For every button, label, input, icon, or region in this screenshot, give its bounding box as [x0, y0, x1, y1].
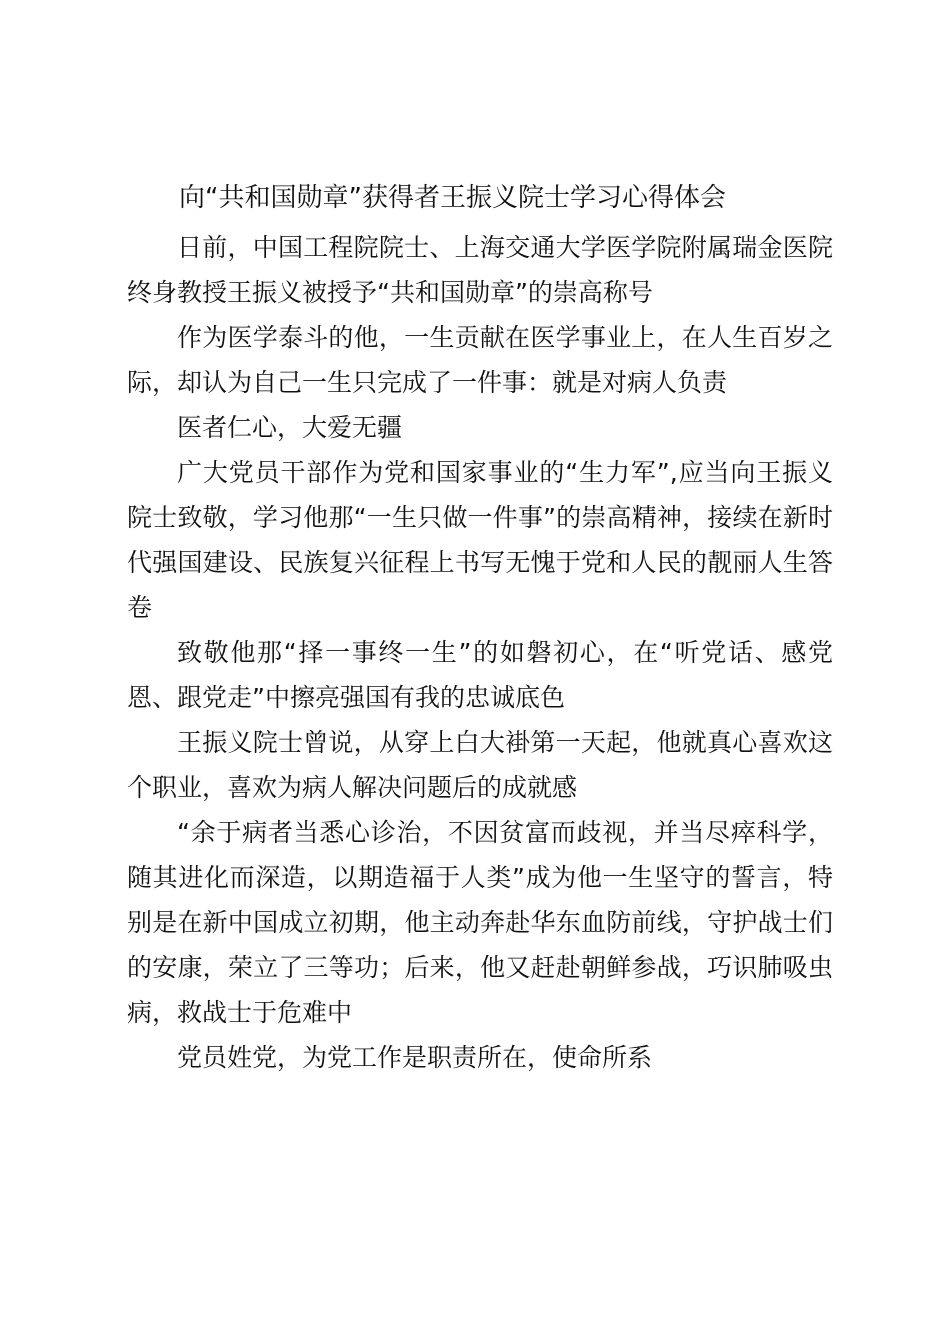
document-page: [127, 171, 833, 1080]
paragraph: 作为医学泰斗的他，一生贡献在医学事业上，在人生百岁之际，却认为自己一生只完成了一件事：就是对病人负责: [127, 323, 833, 397]
paragraph: 日前，中国工程院院士、上海交通大学医学院附属瑞金医院终身教授王振义被授予“共和国勋章”的崇高称号: [127, 233, 833, 307]
paragraph: 王振义院士曾说，从穿上白大褂第一天起，他就真心喜欢这个职业，喜欢为病人解决问题后的成就感: [127, 728, 833, 802]
paragraph: “余于病者当悉心诊治，不因贫富而歧视，并当尽瘁科学，随其进化而深造，以期造福于人类”成为他一生坚守的誓言，特别是在新中国成立初期，他主动奔赴华东血防前线，守护战士们的安康，荣立了三等功；后来，他又赶赴朝鲜参战，巧识肺吸虫病，救战士于危难中: [127, 818, 833, 1027]
document-title: 向“共和国勋章”获得者王振义院士学习心得体会: [179, 183, 726, 213]
paragraph: 广大党员干部作为党和国家事业的“生力军”,应当向王振义院士致敬，学习他那“一生只做一件事”的崇高精神，接续在新时代强国建设、民族复兴征程上书写无愧于党和人民的靓丽人生答卷: [127, 458, 833, 622]
paragraph: 致敬他那“择一事终一生”的如磐初心，在“听党话、感党恩、跟党走”中擦亮强国有我的忠诚底色: [127, 638, 833, 712]
paragraph: 医者仁心，大爱无疆: [177, 413, 403, 442]
paragraph: 党员姓党，为党工作是职责所在，使命所系: [177, 1043, 653, 1072]
